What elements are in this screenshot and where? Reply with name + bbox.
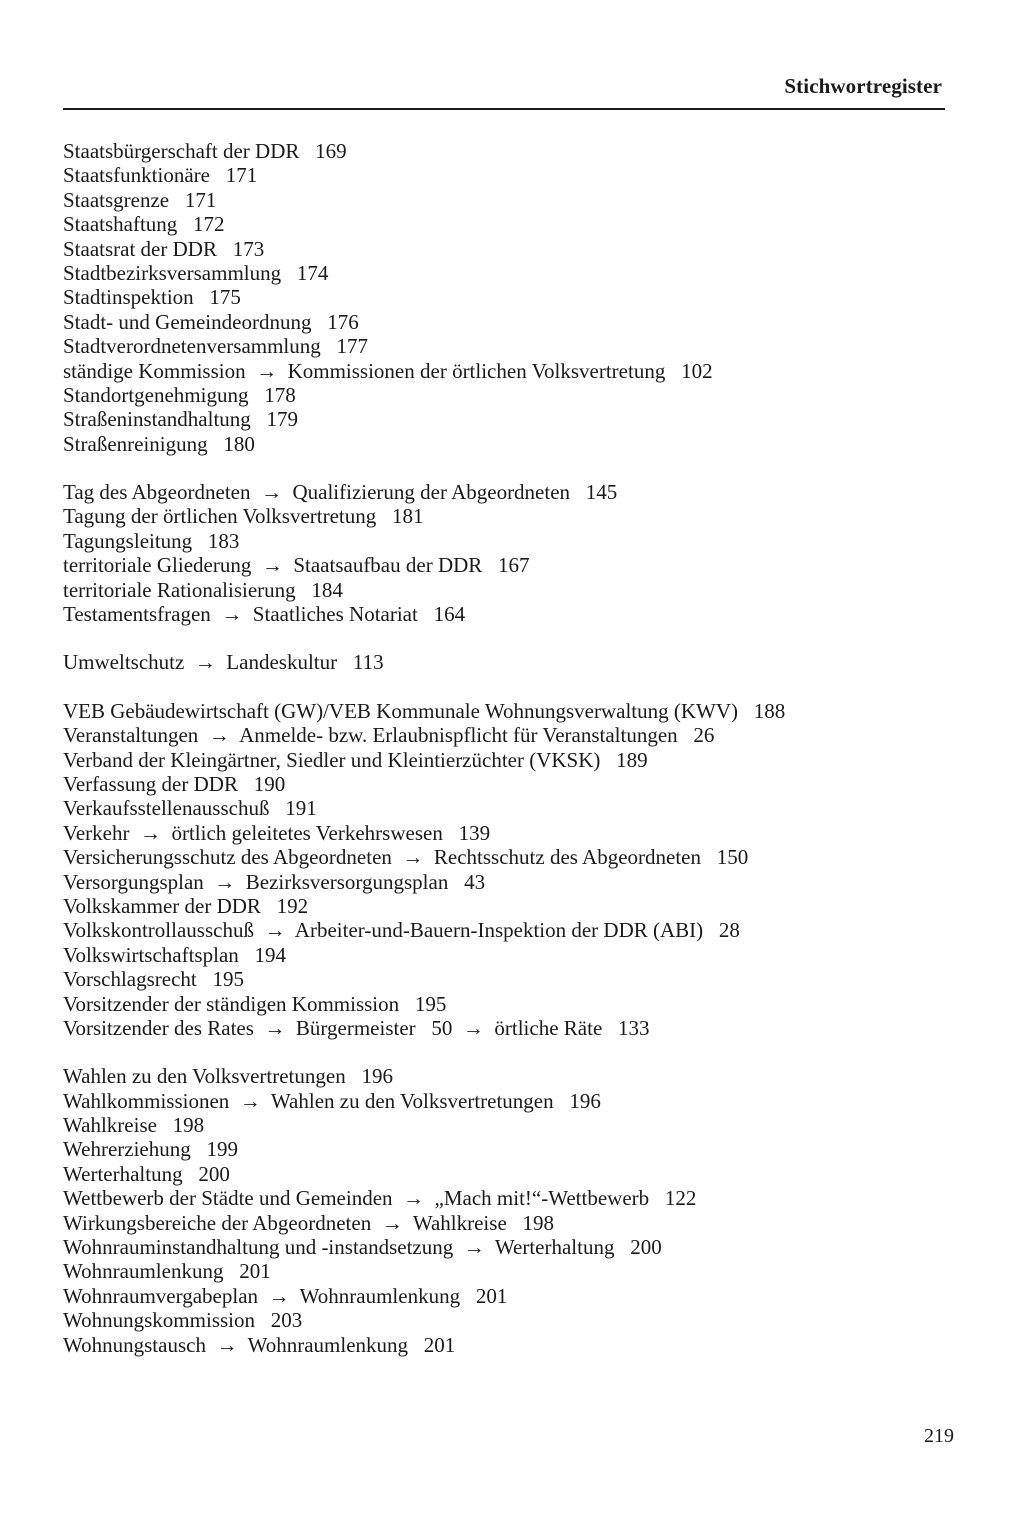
index-entry: Straßeninstandhaltung 179 (63, 407, 299, 432)
index-entry: Vorsitzender des Rates → Bürgermeister 50 → örtliche Räte 133 (63, 1015, 650, 1040)
page-number: 219 (924, 1425, 954, 1447)
index-entry: Wohnungskommission 203 (63, 1308, 303, 1333)
index-entry: Wahlkreise 198 (63, 1113, 205, 1138)
index-entry: Vorschlagsrecht 195 (63, 967, 244, 992)
index-entry: Stadtverordnetenversammlung 177 (63, 334, 369, 359)
index-entry: Staatshaftung 172 (63, 212, 225, 237)
index-list (63, 139, 943, 1357)
index-entry: Tagungsleitung 183 (63, 528, 240, 553)
index-entry: Stadtinspektion 175 (63, 285, 241, 310)
index-entry: Verkehr → örtlich geleitetes Verkehrswesen 139 (63, 820, 491, 845)
index-entry: Wohnrauminstandhaltung und -instandsetzung → Werterhaltung 200 (63, 1235, 662, 1260)
index-entry: Volkskontrollausschuß → Arbeiter-und-Bauern-Inspektion der DDR (ABI) 28 (63, 918, 740, 943)
index-section-t (63, 480, 943, 626)
index-entry: Wehrerziehung 199 (63, 1137, 238, 1162)
index-entry: Wahlen zu den Volksvertretungen 196 (63, 1064, 393, 1089)
index-entry: Staatsrat der DDR 173 (63, 236, 265, 261)
index-section-s (63, 139, 943, 456)
index-entry: Staatsfunktionäre 171 (63, 163, 258, 188)
index-entry: Versorgungsplan → Bezirksversorgungsplan 43 (63, 869, 486, 894)
index-entry: Testamentsfragen → Staatliches Notariat 164 (63, 602, 466, 627)
index-entry: Umweltschutz → Landeskultur 113 (63, 650, 384, 675)
index-entry: territoriale Rationalisierung 184 (63, 577, 343, 602)
index-entry: Tagung der örtlichen Volksvertretung 181 (63, 504, 424, 529)
index-entry: Wohnraumvergabeplan → Wohnraumlenkung 201 (63, 1283, 508, 1308)
index-entry: Verkaufsstellenausschuß 191 (63, 796, 317, 821)
index-entry: Tag des Abgeordneten → Qualifizierung der Abgeordneten 145 (63, 480, 618, 505)
index-entry: Wirkungsbereiche der Abgeordneten → Wahlkreise 198 (63, 1210, 555, 1235)
index-entry: Stadt- und Gemeindeordnung 176 (63, 309, 359, 334)
index-section-u (63, 650, 943, 674)
index-entry: Wahlkommissionen → Wahlen zu den Volksvertretungen 196 (63, 1088, 601, 1113)
index-entry: territoriale Gliederung → Staatsaufbau der DDR 167 (63, 553, 530, 578)
index-entry: Volkskammer der DDR 192 (63, 893, 309, 918)
index-entry: Staatsbürgerschaft der DDR 169 (63, 139, 347, 163)
index-entry: Wohnungstausch → Wohnraumlenkung 201 (63, 1332, 456, 1357)
index-entry: Verband der Kleingärtner, Siedler und Kleintierzüchter (VKSK) 189 (63, 747, 648, 772)
index-section-v (63, 699, 943, 1040)
running-header-title: Stichwortregister (784, 74, 942, 98)
index-entry: Verfassung der DDR 190 (63, 771, 286, 796)
index-entry: Volkswirtschaftsplan 194 (63, 942, 287, 967)
index-entry: Vorsitzender der ständigen Kommission 195 (63, 991, 447, 1016)
index-entry: Straßenreinigung 180 (63, 431, 255, 456)
index-entry: Wohnraumlenkung 201 (63, 1259, 271, 1284)
index-entry: VEB Gebäudewirtschaft (GW)/VEB Kommunale Wohnungsverwaltung (KWV) 188 (63, 698, 786, 723)
index-entry: Versicherungsschutz des Abgeordneten → Rechtsschutz des Abgeordneten 150 (63, 845, 749, 870)
index-entry: Stadtbezirksversammlung 174 (63, 260, 329, 285)
index-entry: Veranstaltungen → Anmelde- bzw. Erlaubnispflicht für Veranstaltungen 26 (63, 723, 715, 748)
index-entry: Staatsgrenze 171 (63, 187, 217, 212)
index-entry: Wettbewerb der Städte und Gemeinden → „Mach mit!“-Wettbewerb 122 (63, 1186, 697, 1211)
index-entry: Werterhaltung 200 (63, 1161, 230, 1186)
index-section-w (63, 1064, 943, 1357)
index-entry: Standortgenehmigung 178 (63, 382, 296, 407)
header-rule (63, 108, 945, 110)
index-entry: ständige Kommission → Kommissionen der örtlichen Volksvertretung 102 (63, 358, 713, 383)
